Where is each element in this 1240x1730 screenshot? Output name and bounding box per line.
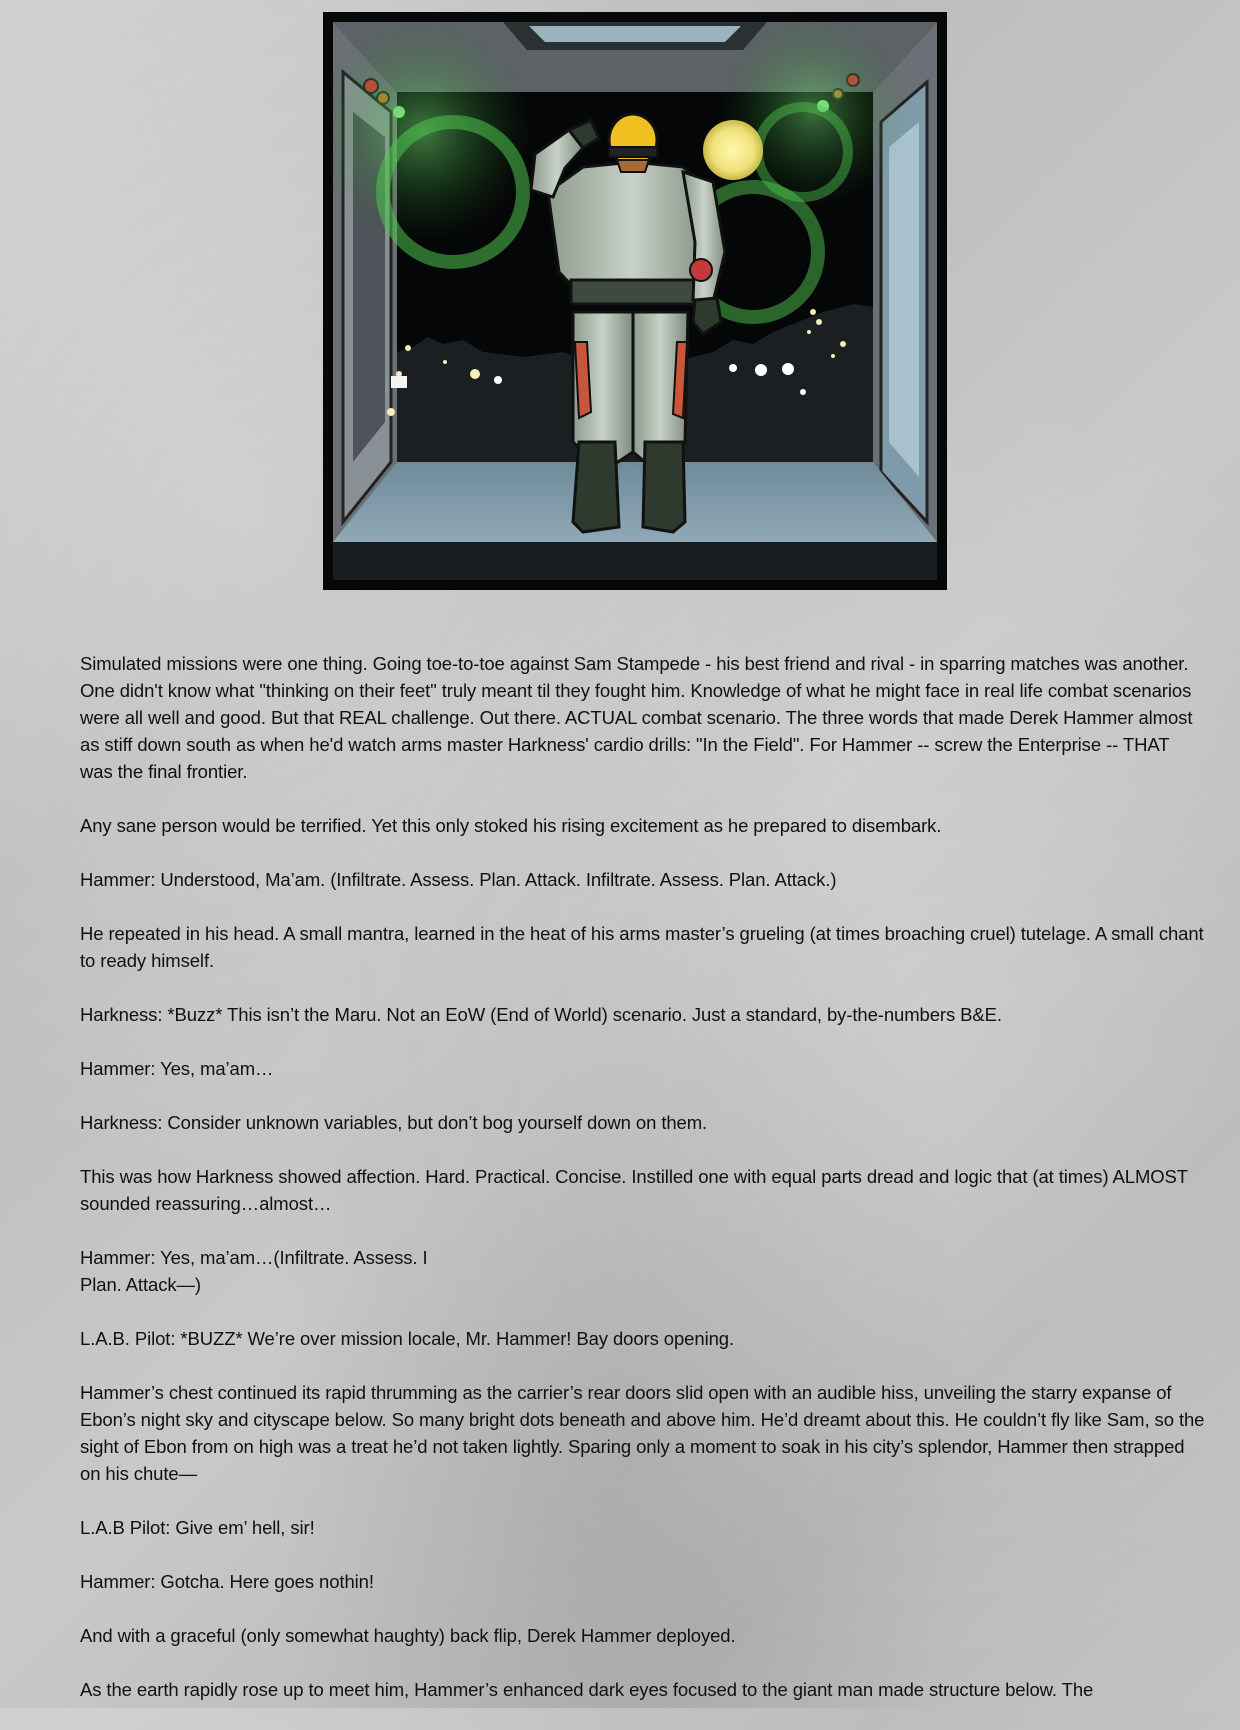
story-paragraph: And with a graceful (only somewhat haughty) back flip, Derek Hammer deployed. bbox=[80, 1625, 736, 1646]
bay-floor bbox=[333, 462, 937, 542]
belt bbox=[571, 280, 695, 304]
story-paragraph: Any sane person would be terrified. Yet this only stoked his rising excitement as he prepared to disembark. bbox=[80, 815, 942, 836]
bay-door-illustration bbox=[333, 22, 937, 580]
story-paragraph: L.A.B Pilot: Give em’ hell, sir! bbox=[80, 1517, 315, 1538]
story-paragraph: L.A.B. Pilot: *BUZZ* We’re over mission locale, Mr. Hammer! Bay doors opening. bbox=[80, 1328, 734, 1349]
story-paragraph: Simulated missions were one thing. Going toe-to-toe against Sam Stampede - his best friend and rival - in sparring matches was another. One didn't know what "thinking on their feet" truly meant til they fought him. Knowledge of what he might face in real life combat scenarios were all well and good. But that REAL challenge. Out there. ACTUAL combat scenario. The three words that made Derek Hammer almost as stiff down south as when he'd watch arms master Harkness' cardio drills: "In the Field". For Hammer -- screw the Enterprise -- THAT was the final frontier. bbox=[80, 653, 1193, 782]
story-paragraph: Hammer: Yes, ma’am…(Infiltrate. Assess. I Plan. Attack—) bbox=[80, 1247, 428, 1295]
story-paragraph: Hammer: Yes, ma’am… bbox=[80, 1058, 274, 1079]
story-paragraph: This was how Harkness showed affection. Hard. Practical. Concise. Instilled one with equal parts dread and logic that (at times) ALMOST sounded reassuring…almost… bbox=[80, 1166, 1188, 1214]
comic-panel bbox=[323, 12, 947, 590]
story-text bbox=[80, 650, 1205, 1730]
story-paragraph: He repeated in his head. A small mantra, learned in the heat of his arms master’s grueling (at times broaching cruel) tutelage. A small chant to ready himself. bbox=[80, 923, 1204, 971]
story-paragraph: Harkness: Consider unknown variables, but don’t bog yourself down on them. bbox=[80, 1112, 708, 1133]
story-paragraph: Hammer: Understood, Ma’am. (Infiltrate. Assess. Plan. Attack. Infiltrate. Assess. Plan. Attack.) bbox=[80, 869, 837, 890]
moon bbox=[703, 120, 763, 180]
story-paragraph: Hammer’s chest continued its rapid thrumming as the carrier’s rear doors slid open with an audible hiss, unveiling the starry expanse of Ebon’s night sky and cityscape below. So many bright dots beneath and above him. He’d dreamt about this. He couldn’t fly like Sam, so the sight of Ebon from on high was a treat he’d not taken lightly. Sparing only a moment to soak in his city’s splendor, Hammer then strapped on his chute— bbox=[80, 1382, 1205, 1484]
story-paragraph: As the earth rapidly rose up to meet him, Hammer’s enhanced dark eyes focused to the giant man made structure below. The bbox=[80, 1679, 1094, 1700]
story-paragraph: Harkness: *Buzz* This isn’t the Maru. Not an EoW (End of World) scenario. Just a standard, by-the-numbers B&E. bbox=[80, 1004, 1002, 1025]
helmet bbox=[609, 114, 657, 166]
story-paragraph: Hammer: Gotcha. Here goes nothin! bbox=[80, 1571, 374, 1592]
arm-patch bbox=[690, 259, 712, 281]
